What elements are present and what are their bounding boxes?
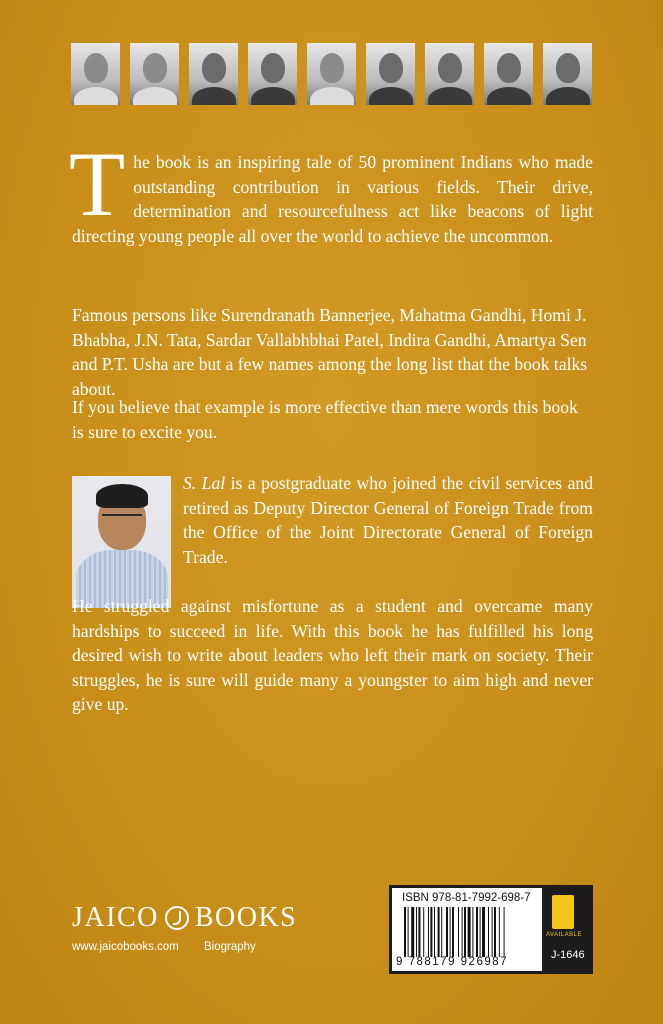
logo-left-word: JAICO [72,902,159,933]
product-code: J-1646 [551,949,585,961]
drop-cap: T [69,133,126,235]
isbn-digits: 9 788179 926987 [396,956,509,968]
author-bio-1-text: is a postgraduate who joined the civil services and retired as Deputy Director General of Foreign Trade from the Office of the Joint Directorate General of Foreign Trade. [183,473,593,567]
blurb-paragraph-1 [69,133,593,248]
isbn-box [389,885,593,974]
portrait-9 [543,43,592,105]
author-name: S. Lal [183,473,226,493]
author-photo [72,476,171,608]
blurb-paragraph-2: Famous persons like Surendranath Bannerjee, Mahatma Gandhi, Homi J. Bhabha, J.N. Tata, Sardar Vallabhbhai Patel, Indira Gandhi, Amartya Sen and P.T. Usha are but a few names among the long list that the book talks about. [72,305,588,399]
ebook-available-label: AVAILABLE [546,932,582,938]
portrait-5 [307,43,356,105]
author-bio-2: He struggled against misfortune as a student and overcame many hardships to succeed in life. With this book he has fulfilled his long desired wish to write about leaders who left their mark on society. Their struggles, he is sure will guide many a youngster to aim high and never give up. [72,596,593,715]
isbn-label: ISBN 978-81-7992-698-7 [402,892,531,904]
publisher-logo [72,903,297,933]
jaico-emblem-icon [165,906,189,930]
portrait-strip [71,43,592,105]
blurb-paragraph-1-text: he book is an inspiring tale of 50 prominent Indians who made outstanding contribution in various fields. Their drive, determination and resourcefulness act like beacons of light directing young people all over the world to achieve the uncommon. [72,152,593,246]
author-bio-1 [183,471,593,569]
book-category: Biography [204,941,256,953]
portrait-8 [484,43,533,105]
portrait-1 [71,43,120,105]
ebook-icon [552,895,574,929]
barcode-panel [392,888,542,971]
portrait-4 [248,43,297,105]
portrait-6 [366,43,415,105]
blurb-paragraph-3: If you believe that example is more effective than mere words this book is sure to excite you. [72,397,578,442]
portrait-3 [189,43,238,105]
barcode-icon [404,907,532,957]
publisher-block [72,903,297,953]
publisher-website: www.jaicobooks.com [72,941,179,953]
portrait-7 [425,43,474,105]
logo-right-word: BOOKS [194,902,298,933]
portrait-2 [130,43,179,105]
